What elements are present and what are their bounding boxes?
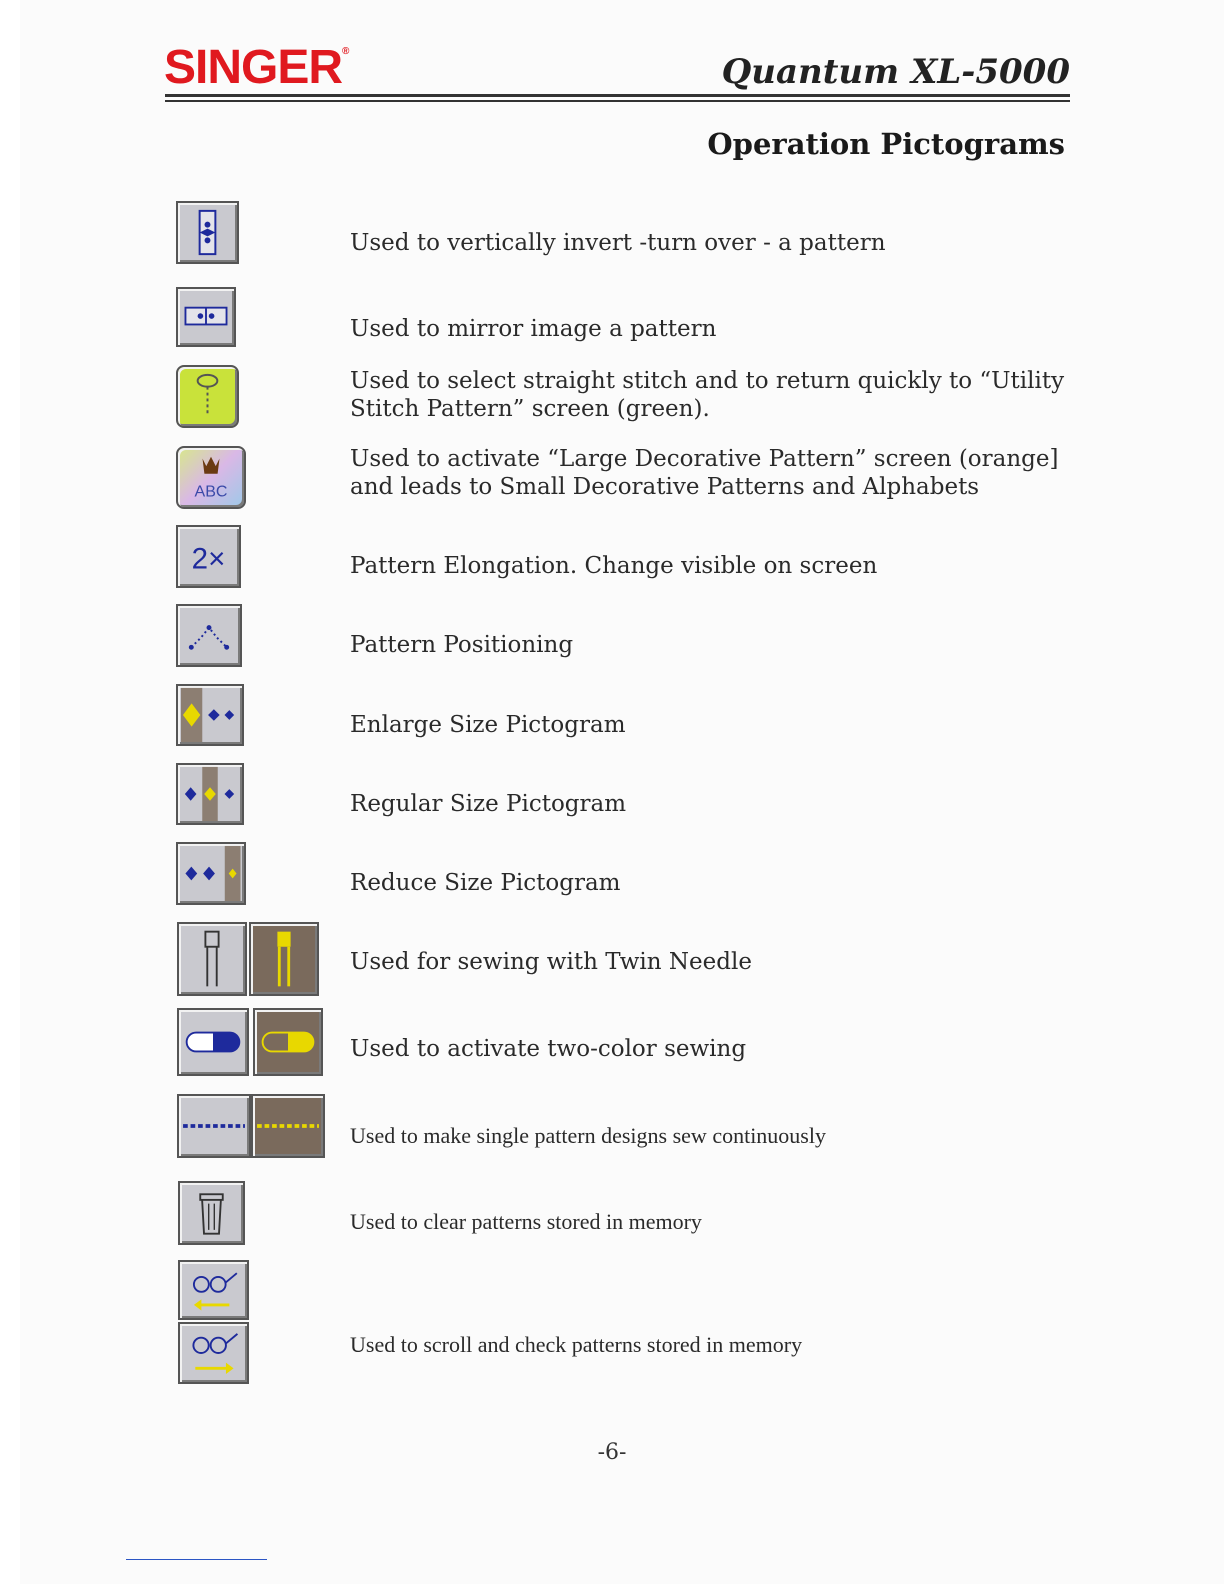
large-decorative-abc-icon[interactable]	[176, 446, 246, 509]
abc-label: ABC	[194, 482, 228, 501]
model-name: Quantum XL-5000	[721, 52, 1070, 92]
pictogram-desc: Used to clear patterns stored in memory	[350, 1209, 702, 1234]
two-color-sewing-icon[interactable]	[177, 1008, 249, 1076]
reduce-size-icon[interactable]	[176, 842, 246, 905]
header-rule	[165, 94, 1070, 97]
regular-size-icon[interactable]	[176, 763, 244, 825]
scroll-back-glasses-icon[interactable]	[178, 1260, 249, 1320]
pictogram-desc: Used to activate two-color sewing	[350, 1036, 747, 1062]
two-x-label: 2×	[191, 542, 226, 576]
pictogram-desc: Used to activate “Large Decorative Pattern” screen (orange] and leads to Small Decorative Patterns and Alphabets	[350, 446, 1059, 500]
straight-stitch-icon[interactable]	[176, 365, 239, 428]
page-number: -6-	[597, 1440, 627, 1465]
trash-can-icon[interactable]	[178, 1181, 245, 1245]
header-rule-double	[165, 100, 1070, 102]
elongation-2x-icon[interactable]	[176, 525, 241, 588]
two-color-sewing-active-icon[interactable]	[253, 1008, 323, 1076]
continuous-sewing-icon[interactable]	[177, 1094, 251, 1158]
continuous-sewing-active-icon[interactable]	[251, 1094, 325, 1158]
section-title: Operation Pictograms	[707, 127, 1065, 161]
pictogram-desc: Regular Size Pictogram	[350, 791, 627, 817]
pictogram-desc: Used for sewing with Twin Needle	[350, 949, 752, 975]
footer-link-line	[126, 1559, 267, 1560]
pictogram-desc: Enlarge Size Pictogram	[350, 712, 626, 738]
pictogram-desc: Used to vertically invert -turn over - a pattern	[350, 230, 886, 256]
pictogram-desc: Used to select straight stitch and to return quickly to “Utility Stitch Pattern” screen (green).	[350, 368, 1065, 422]
enlarge-size-icon[interactable]	[176, 684, 244, 746]
twin-needle-active-icon[interactable]	[249, 922, 319, 996]
pictogram-desc: Used to mirror image a pattern	[350, 316, 717, 342]
pictogram-desc: Pattern Positioning	[350, 632, 574, 658]
pictogram-desc: Used to make single pattern designs sew continuously	[350, 1123, 826, 1148]
pictogram-desc: Reduce Size Pictogram	[350, 870, 621, 896]
pictogram-desc: Pattern Elongation. Change visible on screen	[350, 553, 878, 579]
twin-needle-icon[interactable]	[177, 922, 247, 996]
vertical-invert-icon[interactable]	[176, 201, 239, 264]
pattern-positioning-icon[interactable]	[176, 604, 242, 667]
singer-logo: SINGER®	[164, 41, 349, 94]
pictogram-desc: Used to scroll and check patterns stored in memory	[350, 1332, 803, 1357]
mirror-image-icon[interactable]	[176, 287, 236, 347]
scroll-memory-glasses-icon[interactable]	[178, 1322, 249, 1384]
